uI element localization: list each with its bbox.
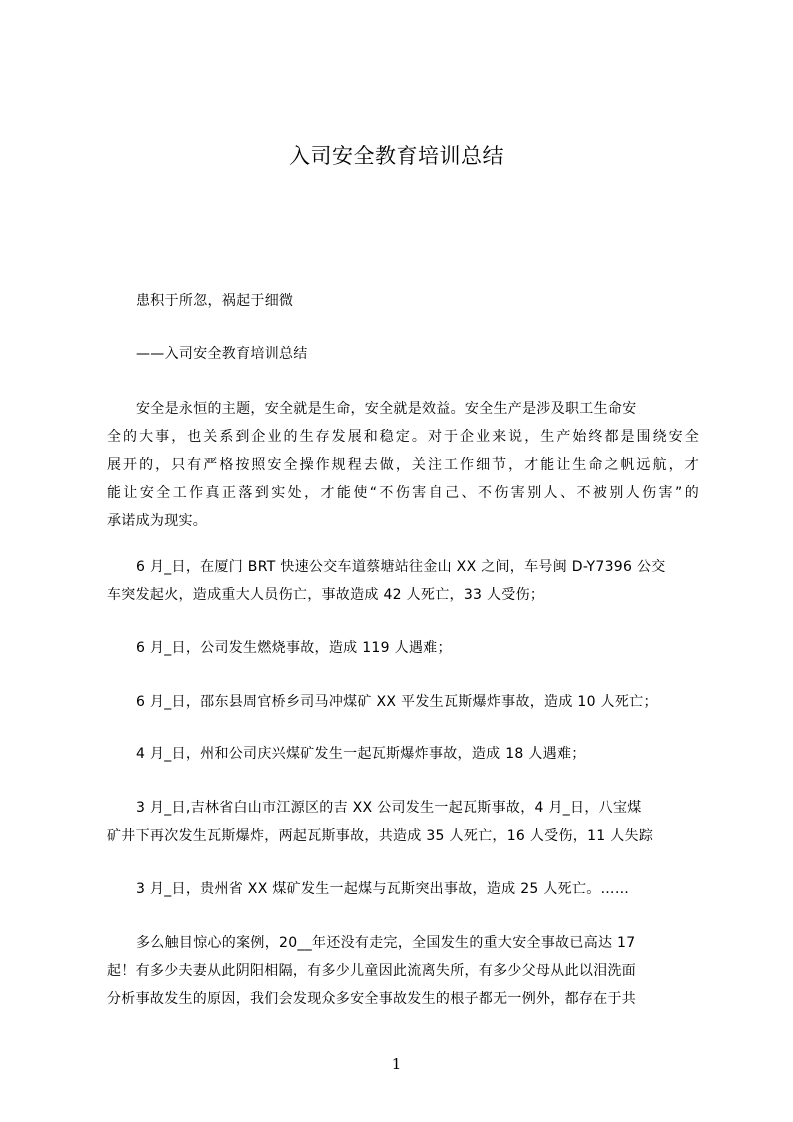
paragraph-line: 展开的，只有严格按照安全操作规程去做，关注工作细节，才能让生命之帆远航，才 xyxy=(107,457,699,473)
byline xyxy=(107,340,728,368)
intro-paragraph xyxy=(107,395,699,535)
paragraph-line: 起！有多少夫妻从此阴阳相隔，有多少儿童因此流离失所，有多少父母从此以泪洗面 xyxy=(107,963,637,979)
paragraph-line: 6 月_日，邵东县周官桥乡司马冲煤矿 XX 平发生瓦斯爆炸事故，造成 10 人死亡； xyxy=(136,694,658,710)
page-number: 1 xyxy=(391,1055,402,1073)
byline-line: ——入司安全教育培训总结 xyxy=(136,346,308,362)
case-paragraph-6 xyxy=(107,875,728,903)
case-paragraph-2 xyxy=(107,634,728,662)
paragraph-line: 安全是永恒的主题，安全就是生命，安全就是效益。安全生产是涉及职工生命安 xyxy=(136,401,637,417)
paragraph-line: 分析事故发生的原因，我们会发现众多安全事故发生的根子都无一例外，都存在于共 xyxy=(107,991,637,1007)
case-paragraph-1 xyxy=(107,553,699,609)
case-paragraph-3 xyxy=(107,688,728,716)
paragraph-line: 4 月_日，州和公司庆兴煤矿发生一起瓦斯爆炸事故，造成 18 人遇难； xyxy=(136,746,586,762)
subtitle xyxy=(107,287,728,315)
subtitle-line: 患积于所忽，祸起于细微 xyxy=(136,293,294,309)
paragraph-line: 3 月_日,吉林省白山市江源区的吉 XX 公司发生一起瓦斯事故，4 月_日，八宝煤 xyxy=(136,800,642,816)
paragraph-line: 6 月_日，在厦门 BRT 快速公交车道蔡塘站往金山 XX 之间，车号闽 D-Y7396 公交 xyxy=(136,559,666,575)
case-paragraph-5 xyxy=(107,794,699,850)
paragraph-line: 能让安全工作真正落到实处，才能使“不伤害自己、不伤害别人、不被别人伤害”的 xyxy=(107,485,699,501)
paragraph-line: 多么触目惊心的案例，20__年还没有走完，全国发生的重大安全事故已高达 17 xyxy=(136,935,636,951)
paragraph-line: 全的大事，也关系到企业的生存发展和稳定。对于企业来说，生产始终都是围绕安全 xyxy=(107,429,699,445)
paragraph-line: 6 月_日，公司发生燃烧事故，造成 119 人遇难； xyxy=(136,640,452,656)
paragraph-line: 车突发起火，造成重大人员伤亡，事故造成 42 人死亡，33 人受伤； xyxy=(107,587,545,603)
paragraph-line: 矿井下再次发生瓦斯爆炸，两起瓦斯事故，共造成 35 人死亡，16 人受伤，11 人失踪 xyxy=(107,828,654,844)
paragraph-line: 承诺成为现实。 xyxy=(107,513,208,529)
document-title: 入司安全教育培训总结 xyxy=(289,144,504,168)
conclusion-paragraph xyxy=(107,929,699,1013)
paragraph-line: 3 月_日，贵州省 XX 煤矿发生一起煤与瓦斯突出事故，造成 25 人死亡。…… xyxy=(136,881,630,897)
case-paragraph-4 xyxy=(107,740,728,768)
